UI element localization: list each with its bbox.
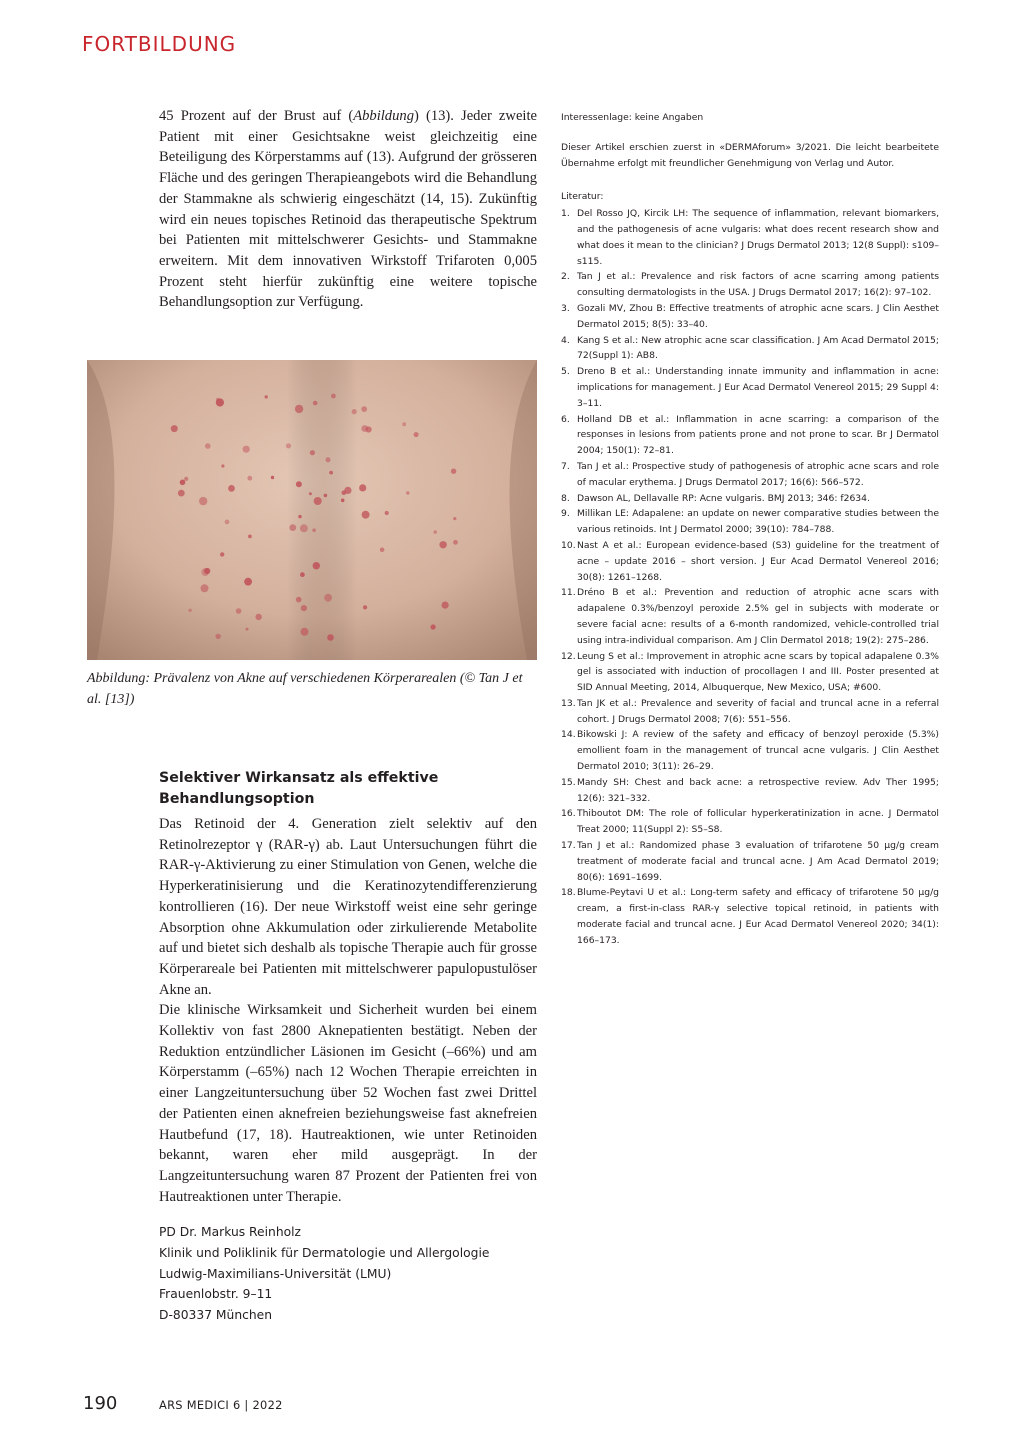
acne-lesion xyxy=(312,528,316,532)
section-paragraph-1: Das Retinoid der 4. Generation zielt selektiv auf den Retinolrezeptor γ (RAR-γ) ab. Laut Untersuchungen führt die RAR-γ-Aktivierung zu einer Stimulation von Genen, welche die Hyperkeratinisierung und die Keratinozytendifferenzierung kontrollieren (16). Der neue Wirkstoff weist eine sehr geringe Absorption ohne Akkumulation oder zirkulierende Metabolite auf und bietet sich deshalb als topische Therapie auch für grosse Körperareale bei Patienten mit mittelschwerer papulopustulöser Akne an. xyxy=(159,816,537,998)
acne-lesion xyxy=(361,425,368,432)
reference-number: 2. xyxy=(561,271,570,283)
reference-text: Dawson AL, Dellavalle RP: Acne vulgaris. BMJ 2013; 346: f2634. xyxy=(577,492,870,504)
acne-lesion xyxy=(385,511,389,515)
reference-item xyxy=(561,885,939,948)
acne-lesion xyxy=(310,450,315,455)
reference-text: Leung S et al.: Improvement in atrophic acne scars by topical adapalene 0.3% gel is associated with induction of procollagen I and III. Poster presented at SID Annual Meeting, 2014, Albuquerque, New Mexico, USA; #600. xyxy=(577,650,939,694)
figure-caption: Abbildung: Prävalenz von Akne auf verschiedenen Körperarealen (© Tan J et al. [13]) xyxy=(87,671,523,707)
reference-text: Kang S et al.: New atrophic acne scar classification. J Am Acad Dermatol 2015; 72(Suppl 1): AB8. xyxy=(577,334,939,362)
acne-lesion xyxy=(220,552,224,556)
author-name: PD Dr. Markus Reinholz xyxy=(159,1225,302,1239)
acne-lesion xyxy=(442,602,449,609)
reference-number: 9. xyxy=(561,508,570,520)
acne-lesion xyxy=(341,499,345,503)
reference-text: Tan JK et al.: Prevalence and severity of facial and truncal acne in a referral cohort. J Drugs Dermatol 2008; 7(6): 551–556. xyxy=(577,697,939,725)
author-clinic: Klinik und Poliklinik für Dermatologie und Allergologie xyxy=(159,1245,490,1260)
acne-lesion xyxy=(439,541,446,548)
reference-number: 17. xyxy=(561,840,576,852)
acne-lesion xyxy=(205,443,211,449)
acne-lesion xyxy=(359,484,366,491)
republication-note: Dieser Artikel erschien zuerst in «DERMAforum» 3/2021. Die leicht bearbeitete Übernahme erfolgt mit freundlicher Genehmigung von Verlag und Autor. xyxy=(561,141,939,169)
acne-lesion xyxy=(225,520,230,525)
intro-text-start: 45 Prozent auf der Brust auf ( xyxy=(159,108,354,124)
reference-item xyxy=(561,775,939,807)
reference-item xyxy=(561,838,939,885)
acne-lesion xyxy=(300,572,305,577)
acne-lesion xyxy=(244,578,252,586)
reference-item xyxy=(561,649,939,696)
acne-lesion xyxy=(326,457,331,462)
reference-text: Tan J et al.: Prevalence and risk factors of acne scarring among patients consulting dermatologists in the USA. J Drugs Dermatol 2017; 16(2): 97–102. xyxy=(577,271,939,299)
reference-item xyxy=(561,538,939,585)
reference-number: 14. xyxy=(561,729,576,741)
acne-lesion xyxy=(201,584,209,592)
acne-lesion xyxy=(178,490,185,497)
reference-text: Thiboutot DM: The role of follicular hyperkeratinization in acne. J Dermatol Treat 2000; 11(Suppl 2): S5–S8. xyxy=(577,808,939,836)
reference-number: 1. xyxy=(561,208,570,220)
acne-lesion xyxy=(236,608,242,614)
reference-text: Holland DB et al.: Inflammation in acne scarring: a comparison of the responses in lesions from patients prone and not prone to scar. Br J Dermatol 2004; 150(1): 72–81. xyxy=(577,413,939,457)
section-selective-action xyxy=(159,768,537,1207)
acne-back-photo-graphic xyxy=(87,360,537,660)
reference-number: 10. xyxy=(561,539,576,551)
author-street: Frauenlobstr. 9–11 xyxy=(159,1287,273,1302)
acne-lesion xyxy=(402,422,406,426)
literature-title: Literatur: xyxy=(561,191,604,203)
acne-lesion xyxy=(361,406,367,412)
acne-lesion xyxy=(314,497,322,505)
reference-item xyxy=(561,459,939,491)
section-heading: Selektiver Wirkansatz als effektive Behandlungsoption xyxy=(159,770,439,807)
reference-number: 3. xyxy=(561,302,570,314)
acne-back-photo xyxy=(87,360,537,660)
reference-text: Millikan LE: Adapalene: an update on newer comparative studies between the various retinoids. Int J Dermatol 2000; 39(10): 784–788. xyxy=(577,508,939,536)
acne-lesion xyxy=(228,485,235,492)
acne-lesion xyxy=(298,515,301,518)
section-header: FORTBILDUNG xyxy=(82,32,237,56)
acne-lesion xyxy=(296,597,302,603)
reference-number: 7. xyxy=(561,460,570,472)
reference-text: Dréno B et al.: Prevention and reduction of atrophic acne scars with adapalene 0.3%/benzoyl peroxide 2.5% gel in subjects with moderate or severe facial acne: results of a 6-month randomized, vehicle-controlled trial using intra-individual comparison. Am J Clin Dermatol 2018; 19(2): 275–286. xyxy=(577,587,939,646)
acne-lesion xyxy=(271,476,274,479)
reference-text: Blume-Peytavi U et al.: Long-term safety and efficacy of trifarotene 50 µg/g cream, a first-in-class RAR-γ selective topical retinoid, in patients with moderate facial and truncal acne. J Eur Acad Dermatol Venereol 2020; 34(1): 166–173. xyxy=(577,887,939,946)
sidebar-column xyxy=(561,110,939,949)
reference-item xyxy=(561,269,939,301)
reference-number: 5. xyxy=(561,366,570,378)
intro-text-end: ) (13). Jeder zweite Patient mit einer Gesichtsakne weist gleichzeitig eine Beteiligung des Körperstamms auf (13). Aufgrund der grösseren Fläche und des geringen Therapieangebots wird die Behandlung der Stammakne als schwierig eingeschätzt (14, 15). Zukünftig wird ein neues topisches Retinoid das therapeutische Spektrum bei Patienten mit mittelschwerer Gesichts- und Stammakne erweitern. Mit dem innovativen Wirkstoff Trifaroten 0,005 Prozent steht hierfür zukünftig eine weitere topische Behandlungsoption zur Verfügung. xyxy=(159,108,538,311)
page-number: 190 xyxy=(83,1393,118,1414)
reference-item xyxy=(561,364,939,411)
reference-item xyxy=(561,585,939,648)
author-university: Ludwig-Maximilians-Universität (LMU) xyxy=(159,1266,392,1281)
reference-text: Del Rosso JQ, Kircik LH: The sequence of inflammation, relevant biomarkers, and the pathogenesis of acne vulgaris: what does recent research show and what does it mean to the clinician? J Drugs Dermatol 2013; 12(8 Suppl): s109–s115. xyxy=(577,208,939,267)
reference-item xyxy=(561,301,939,333)
acne-lesion xyxy=(180,480,186,486)
reference-number: 18. xyxy=(561,887,576,899)
reference-item xyxy=(561,491,939,507)
acne-lesion xyxy=(406,491,409,494)
acne-lesion xyxy=(295,405,303,413)
acne-lesion xyxy=(255,614,261,620)
journal-issue: ARS MEDICI 6 | 2022 xyxy=(159,1398,283,1412)
acne-lesion xyxy=(313,562,320,569)
acne-lesion xyxy=(184,477,188,481)
reference-number: 15. xyxy=(561,776,576,788)
acne-lesion xyxy=(216,398,219,401)
figure-reference: Abbildung xyxy=(353,108,414,124)
reference-item xyxy=(561,412,939,459)
section-paragraph-2: Die klinische Wirksamkeit und Sicherheit wurden bei einem Kollektiv von fast 2800 Aknepatienten bestätigt. Neben der Reduktion entzündlicher Läsionen im Gesicht (–66%) und am Körperstamm (–65%) nach 12 Wochen Therapie erreichten in einer Langzeituntersuchung über 52 Wochen fast zwei Drittel der Patienten einen aknefreien beziehungsweise fast aknefreien Hautbefund (17, 18). Hautreaktionen, wie unter Retinoiden bekannt, waren eher mild ausgeprägt. In der Langzeituntersuchung waren 87 Prozent der Patienten frei von Hautreaktionen unter Therapie. xyxy=(159,1002,537,1205)
acne-lesion xyxy=(352,409,357,414)
reference-text: Tan J et al.: Prospective study of pathogenesis of atrophic acne scars and role of macular erythema. J Drugs Dermatol 2017; 16(6): 566–572. xyxy=(577,460,939,488)
acne-lesion xyxy=(380,548,385,553)
author-address xyxy=(159,1222,559,1326)
acne-lesion xyxy=(301,605,307,611)
intro-paragraph xyxy=(159,106,537,313)
reference-item xyxy=(561,806,939,838)
reference-text: Bikowski J: A review of the safety and efficacy of benzoyl peroxide (5.3%) emollient foam in the management of truncal acne vulgaris. J Clin Aesthet Dermatol 2010; 3(11): 26–29. xyxy=(577,729,939,773)
acne-lesion xyxy=(431,624,436,629)
acne-lesion xyxy=(199,497,207,505)
acne-lesion xyxy=(414,432,419,437)
reference-number: 8. xyxy=(561,492,570,504)
reference-item xyxy=(561,333,939,365)
interest-statement: Interessenlage: keine Angaben xyxy=(561,112,704,123)
acne-lesion xyxy=(453,540,458,545)
acne-lesion xyxy=(331,394,336,399)
reference-number: 6. xyxy=(561,413,570,425)
acne-lesion xyxy=(221,464,224,467)
reference-item xyxy=(561,506,939,538)
acne-lesion xyxy=(247,476,252,481)
acne-lesion xyxy=(301,628,309,636)
acne-lesion xyxy=(329,471,333,475)
acne-lesion xyxy=(171,425,178,432)
reference-number: 12. xyxy=(561,650,576,662)
reference-item xyxy=(561,206,939,269)
acne-lesion xyxy=(344,487,351,494)
acne-lesion xyxy=(434,530,437,533)
reference-number: 16. xyxy=(561,808,576,820)
acne-lesion xyxy=(289,524,296,531)
acne-lesion xyxy=(243,446,250,453)
acne-lesion xyxy=(296,481,302,487)
acne-lesion xyxy=(324,594,332,602)
acne-lesion xyxy=(363,605,367,609)
reference-number: 13. xyxy=(561,697,576,709)
reference-text: Dreno B et al.: Understanding innate immunity and inflammation in acne: implications for management. J Eur Acad Dermatol Venereol 2015; 29 Suppl 4: 3–11. xyxy=(577,366,939,409)
reference-item xyxy=(561,696,939,728)
acne-lesion xyxy=(362,511,370,519)
acne-lesion xyxy=(309,492,312,495)
reference-item xyxy=(561,727,939,774)
acne-lesion xyxy=(188,609,191,612)
reference-number: 4. xyxy=(561,334,570,346)
acne-lesion xyxy=(248,535,252,539)
reference-text: Tan J et al.: Randomized phase 3 evaluation of trifarotene 50 µg/g cream treatment of moderate facial and truncal acne. J Am Acad Dermatol 2019; 80(6): 1691–1699. xyxy=(577,840,939,883)
reference-list xyxy=(561,206,939,948)
acne-lesion xyxy=(286,443,291,448)
acne-lesion xyxy=(451,469,456,474)
reference-number: 11. xyxy=(561,587,576,599)
acne-lesion xyxy=(246,628,249,631)
intro-paragraph-column xyxy=(159,106,537,313)
reference-text: Mandy SH: Chest and back acne: a retrospective review. Adv Ther 1995; 12(6): 321–332. xyxy=(577,776,939,804)
reference-text: Nast A et al.: European evidence-based (S3) guideline for the treatment of acne – update 2016 – short version. J Eur Acad Dermatol Venereol 2016; 30(8): 1261–1268. xyxy=(577,539,939,583)
reference-text: Gozali MV, Zhou B: Effective treatments of atrophic acne scars. J Clin Aesthet Dermatol 2015; 8(5): 33–40. xyxy=(577,302,939,330)
acne-lesion xyxy=(324,494,328,498)
acne-lesion xyxy=(215,634,220,639)
acne-lesion xyxy=(453,517,456,520)
acne-lesion xyxy=(313,401,318,406)
acne-lesion xyxy=(204,568,210,574)
acne-lesion xyxy=(300,524,308,532)
acne-lesion xyxy=(265,395,268,398)
author-city: D-80337 München xyxy=(159,1308,273,1323)
acne-lesion xyxy=(327,634,334,641)
